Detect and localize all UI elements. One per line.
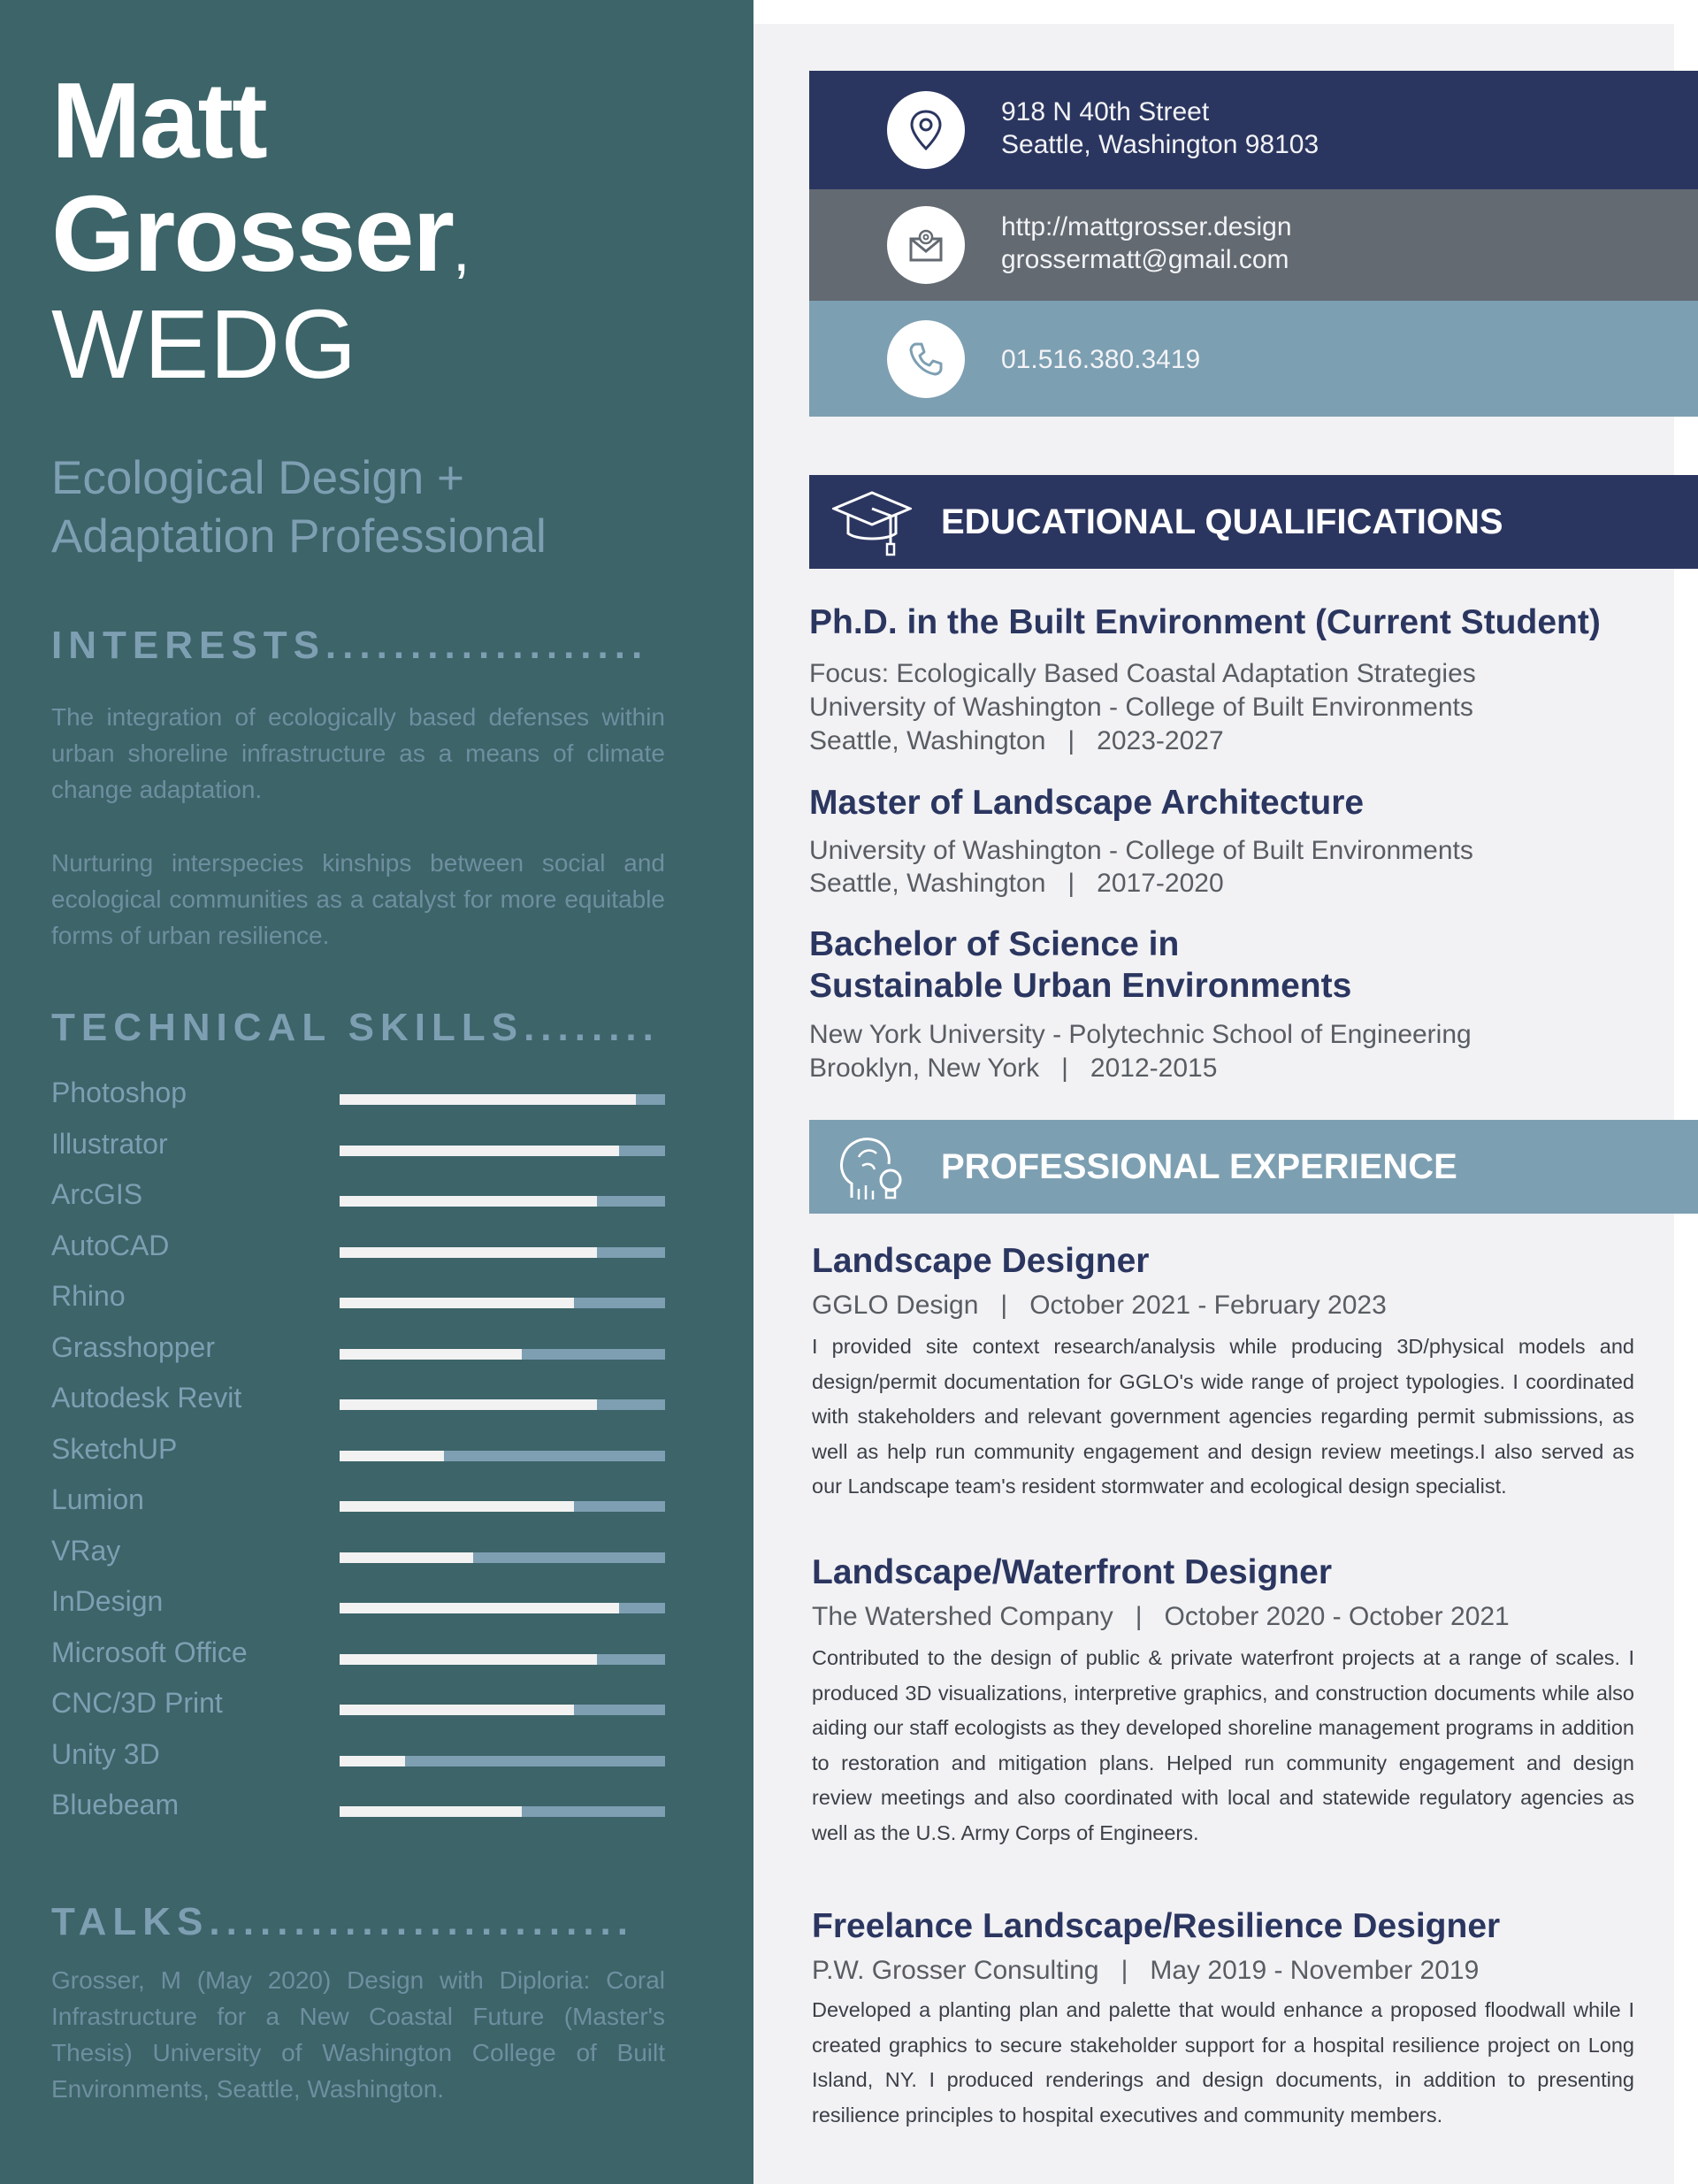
skill-level-bar — [340, 1603, 665, 1613]
education-header-bar — [809, 475, 1698, 569]
interests-paragraph: Nurturing interspecies kinships between social and ecological communities as a catalyst for more equitable forms of urban resilience. — [51, 849, 665, 949]
contact-web-band — [809, 189, 1698, 301]
tagline-line: Ecological Design + — [51, 452, 464, 504]
skill-row — [51, 1683, 665, 1735]
skill-name: SketchUP — [51, 1432, 178, 1465]
skill-level-fill — [340, 1756, 405, 1766]
job-subtitle: GGLO Design | October 2021 - February 2023 — [812, 1291, 1387, 1320]
skill-name: Rhino — [51, 1280, 126, 1312]
degree-detail: Focus: Ecologically Based Coastal Adaptation Strategies — [809, 659, 1476, 688]
skill-level-bar — [340, 1349, 665, 1360]
address-line: Seattle, Washington 98103 — [1001, 130, 1319, 159]
skills-heading: TECHNICAL SKILLS........ — [51, 1006, 660, 1049]
skill-level-bar — [340, 1196, 665, 1207]
skill-level-bar — [340, 1451, 665, 1461]
skill-level-bar — [340, 1298, 665, 1308]
email-icon — [887, 206, 965, 284]
skill-level-bar — [340, 1705, 665, 1715]
tagline — [51, 449, 706, 566]
skill-level-bar — [340, 1247, 665, 1258]
experience-header-bar — [809, 1120, 1698, 1214]
contact-address-band — [809, 71, 1698, 189]
skill-level-bar — [340, 1146, 665, 1156]
degree-detail: University of Washington - College of Built Environments — [809, 836, 1473, 865]
interests-paragraph: The integration of ecologically based defenses within urban shoreline infrastructure as a means of climate change adaptation. — [51, 703, 665, 803]
experience-heading: PROFESSIONAL EXPERIENCE — [941, 1147, 1457, 1186]
job-description: I provided site context research/analysis while producing 3D/physical models and design/permit documentation for GGLO's wide range of project typologies. I coordinated with stakeholders and relevant government agencies regarding permit submissions, as well as help run community engagement and design review meetings.I also served as our Landscape team's resident stormwater and ecological design specialist. — [812, 1335, 1634, 1498]
skill-level-fill — [340, 1196, 597, 1207]
last-name: Grosser — [51, 173, 453, 294]
education-heading: EDUCATIONAL QUALIFICATIONS — [941, 502, 1503, 541]
skill-name: Autodesk Revit — [51, 1382, 242, 1414]
skill-name: ArcGIS — [51, 1178, 143, 1210]
skill-row — [51, 1735, 665, 1786]
skill-level-bar — [340, 1552, 665, 1563]
degree-detail: University of Washington - College of Built Environments — [809, 693, 1473, 722]
skill-level-fill — [340, 1705, 574, 1715]
name-block — [51, 60, 469, 399]
skill-level-bar — [340, 1501, 665, 1512]
talks-text: Grosser, M (May 2020) Design with Diploria: Coral Infrastructure for a New Coastal Future (Master's Thesis) University of Washington College of Built Environments, Seattle, Washington. — [51, 1966, 665, 2103]
job-subtitle: The Watershed Company | October 2020 - October 2021 — [812, 1602, 1510, 1631]
skill-name: Grasshopper — [51, 1330, 215, 1363]
degree-title: Sustainable Urban Environments — [809, 967, 1352, 1005]
skill-level-fill — [340, 1501, 574, 1512]
location-pin-icon — [887, 91, 965, 169]
degree-detail: Seattle, Washington | 2023-2027 — [809, 726, 1224, 755]
last-name-line — [51, 173, 469, 294]
tagline-line: Adaptation Professional — [51, 510, 547, 563]
skill-level-fill — [340, 1349, 522, 1360]
credential: WEDG — [51, 290, 358, 399]
skill-name: InDesign — [51, 1585, 164, 1617]
skill-level-fill — [340, 1552, 473, 1563]
skill-name: Unity 3D — [51, 1737, 160, 1770]
skill-row — [51, 1582, 665, 1633]
first-name: Matt — [51, 60, 266, 180]
skill-level-fill — [340, 1603, 619, 1613]
skill-level-fill — [340, 1654, 597, 1665]
skill-row — [51, 1226, 665, 1277]
job-title: Landscape Designer — [812, 1242, 1150, 1280]
skill-name: Microsoft Office — [51, 1636, 248, 1668]
job-description: Contributed to the design of public & private waterfront projects at a range of scales. I produced 3D visualizations, interpretive graphics, and construction documents while also aiding our staff ecologists as they developed shoreline management programs in addition to restoration and mitigation plans. Helped run community engagement and design review meetings and also coordinated with local and statewide regulatory agencies as well as the U.S. Army Corps of Engineers. — [812, 1646, 1634, 1844]
skill-level-fill — [340, 1247, 597, 1258]
job-title: Landscape/Waterfront Designer — [812, 1553, 1333, 1591]
phone-number[interactable]: 01.516.380.3419 — [1001, 345, 1201, 374]
skill-level-bar — [340, 1094, 665, 1105]
skill-row — [51, 1328, 665, 1379]
skill-name: Illustrator — [51, 1127, 168, 1160]
phone-icon — [887, 320, 965, 398]
job-subtitle: P.W. Grosser Consulting | May 2019 - November 2019 — [812, 1956, 1480, 1985]
address-line: 918 N 40th Street — [1001, 97, 1210, 126]
skill-name: Bluebeam — [51, 1789, 180, 1820]
skills-list — [51, 1073, 665, 1836]
skill-level-fill — [340, 1399, 597, 1410]
skill-name: CNC/3D Print — [51, 1687, 223, 1719]
left-sidebar — [0, 0, 753, 2184]
skill-row — [51, 1633, 665, 1684]
skill-level-fill — [340, 1298, 574, 1308]
skill-name: Photoshop — [51, 1077, 187, 1108]
skill-level-bar — [340, 1654, 665, 1665]
skill-name: AutoCAD — [51, 1229, 170, 1261]
degree-title: Ph.D. in the Built Environment (Current Student) — [809, 603, 1601, 641]
talks-heading: TALKS......................... — [51, 1900, 635, 1943]
degree-title: Master of Landscape Architecture — [809, 784, 1365, 822]
skill-row — [51, 1785, 665, 1836]
address-lines — [1001, 96, 1319, 161]
job-title: Freelance Landscape/Resilience Designer — [812, 1907, 1501, 1945]
skill-row — [51, 1124, 665, 1176]
skill-row — [51, 1175, 665, 1226]
skill-row — [51, 1429, 665, 1481]
skill-level-fill — [340, 1146, 619, 1156]
degree-title: Bachelor of Science in — [809, 925, 1180, 963]
email-link[interactable]: grossermatt@gmail.com — [1001, 245, 1289, 274]
skill-level-fill — [340, 1094, 636, 1105]
degree-detail: Brooklyn, New York | 2012-2015 — [809, 1054, 1218, 1083]
head-lightbulb-icon — [832, 1127, 912, 1207]
interests-heading: INTERESTS................... — [51, 624, 649, 667]
skill-name: VRay — [51, 1534, 121, 1567]
web-lines — [1001, 211, 1292, 276]
skill-name: Lumion — [51, 1483, 144, 1515]
website-link[interactable]: http://mattgrosser.design — [1001, 212, 1292, 241]
skill-row — [51, 1276, 665, 1328]
contact-phone-band — [809, 301, 1698, 417]
skill-row — [51, 1531, 665, 1582]
skill-row — [51, 1073, 665, 1124]
job-description: Developed a planting plan and palette that would enhance a proposed floodwall while I created graphics to secure stakeholder support for a hospital resilience project on Long Island, NY. I produced renderings and design documents, in addition to presenting resilience principles to hospital executives and community members. — [812, 1998, 1634, 2127]
degree-detail: New York University - Polytechnic School of Engineering — [809, 1020, 1472, 1049]
graduation-cap-icon — [832, 482, 912, 562]
skill-level-fill — [340, 1451, 444, 1461]
skill-level-bar — [340, 1756, 665, 1766]
skill-row — [51, 1480, 665, 1531]
name-comma: , — [452, 215, 469, 284]
skill-level-fill — [340, 1806, 522, 1817]
degree-detail: Seattle, Washington | 2017-2020 — [809, 869, 1224, 898]
skill-row — [51, 1378, 665, 1429]
skill-level-bar — [340, 1806, 665, 1817]
skill-level-bar — [340, 1399, 665, 1410]
